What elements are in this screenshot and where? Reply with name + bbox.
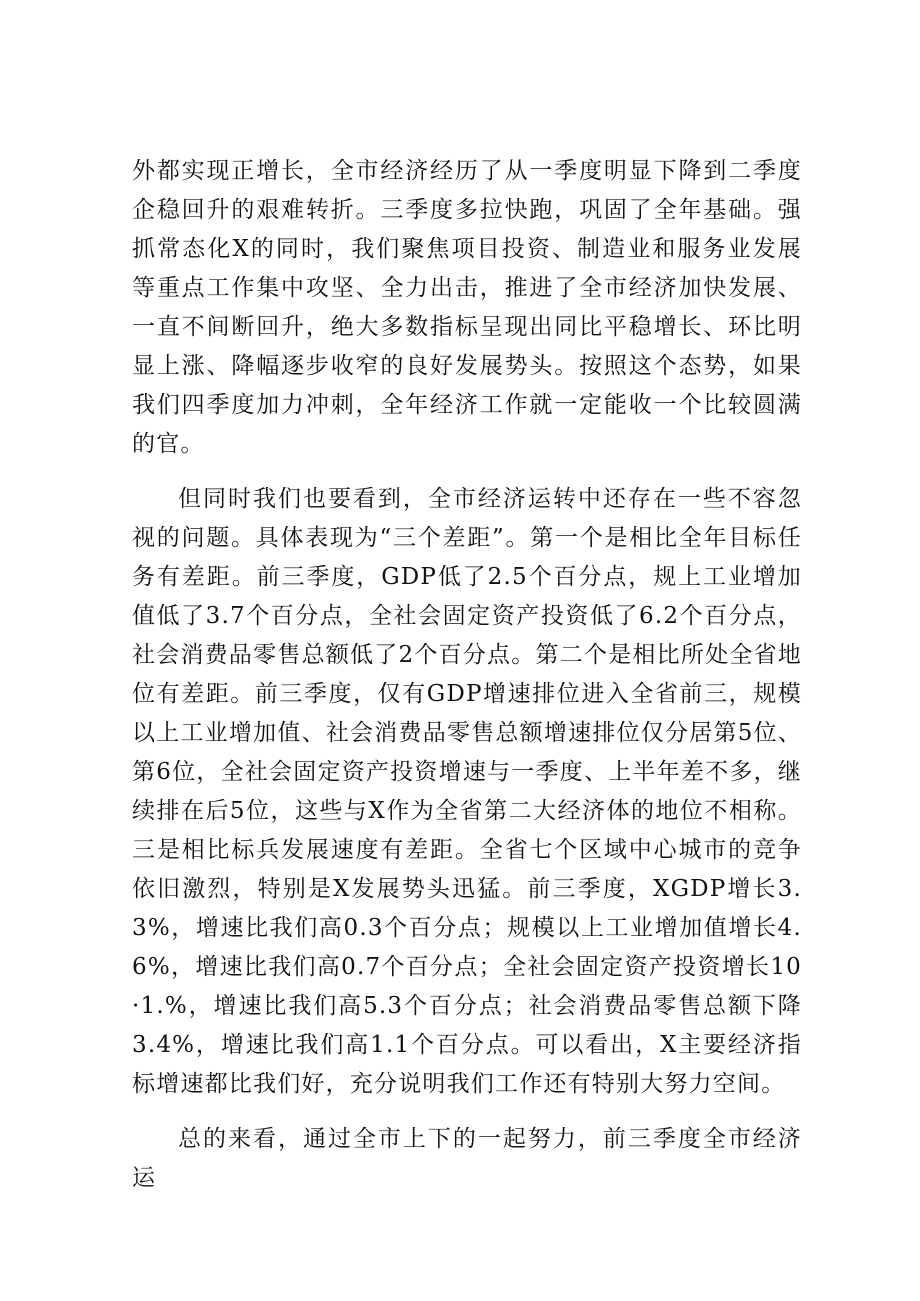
- paragraph-continuation: 外都实现正增长，全市经济经历了从一季度明显下降到二季度企稳回升的艰难转折。三季度多拉快跑，巩固了全年基础。强抓常态化X的同时，我们聚焦项目投资、制造业和服务业发展等重点工作集中攻坚、全力出击，推进了全市经济加快发展、一直不间断回升，绝大多数指标呈现出同比平稳增长、环比明显上涨、降幅逐步收窄的良好发展势头。按照这个态势，如果我们四季度加力冲刺，全年经济工作就一定能收一个比较圆满的官。: [132, 158, 802, 457]
- paragraph-gaps: 但同时我们也要看到，全市经济运转中还存在一些不容忽视的问题。具体表现为“三个差距”。第一个是相比全年目标任务有差距。前三季度，GDP低了2.5个百分点，规上工业增加值低了3.7个百分点，全社会固定资产投资低了6.2个百分点，社会消费品零售总额低了2个百分点。第二个是相比所处全省地位有差距。前三季度，仅有GDP增速排位进入全省前三，规模以上工业增加值、社会消费品零售总额增速排位仅分居第5位、第6位，全社会固定资产投资增速与一季度、上半年差不多，继续排在后5位，这些与X作为全省第二大经济体的地位不相称。三是相比标兵发展速度有差距。全省七个区域中心城市的竞争依旧激烈，特别是X发展势头迅猛。前三季度，XGDP增长3.3%，增速比我们高0.3个百分点；规模以上工业增加值增长4.6%，增速比我们高0.7个百分点；全社会固定资产投资增长10·1.%，增速比我们高5.3个百分点；社会消费品零售总额下降3.4%，增速比我们高1.1个百分点。可以看出，X主要经济指标增速都比我们好，充分说明我们工作还有特别大努力空间。: [132, 486, 802, 1097]
- document-body: [132, 152, 802, 1198]
- paragraph-summary: 总的来看，通过全市上下的一起努力，前三季度全市经济运: [132, 1126, 802, 1191]
